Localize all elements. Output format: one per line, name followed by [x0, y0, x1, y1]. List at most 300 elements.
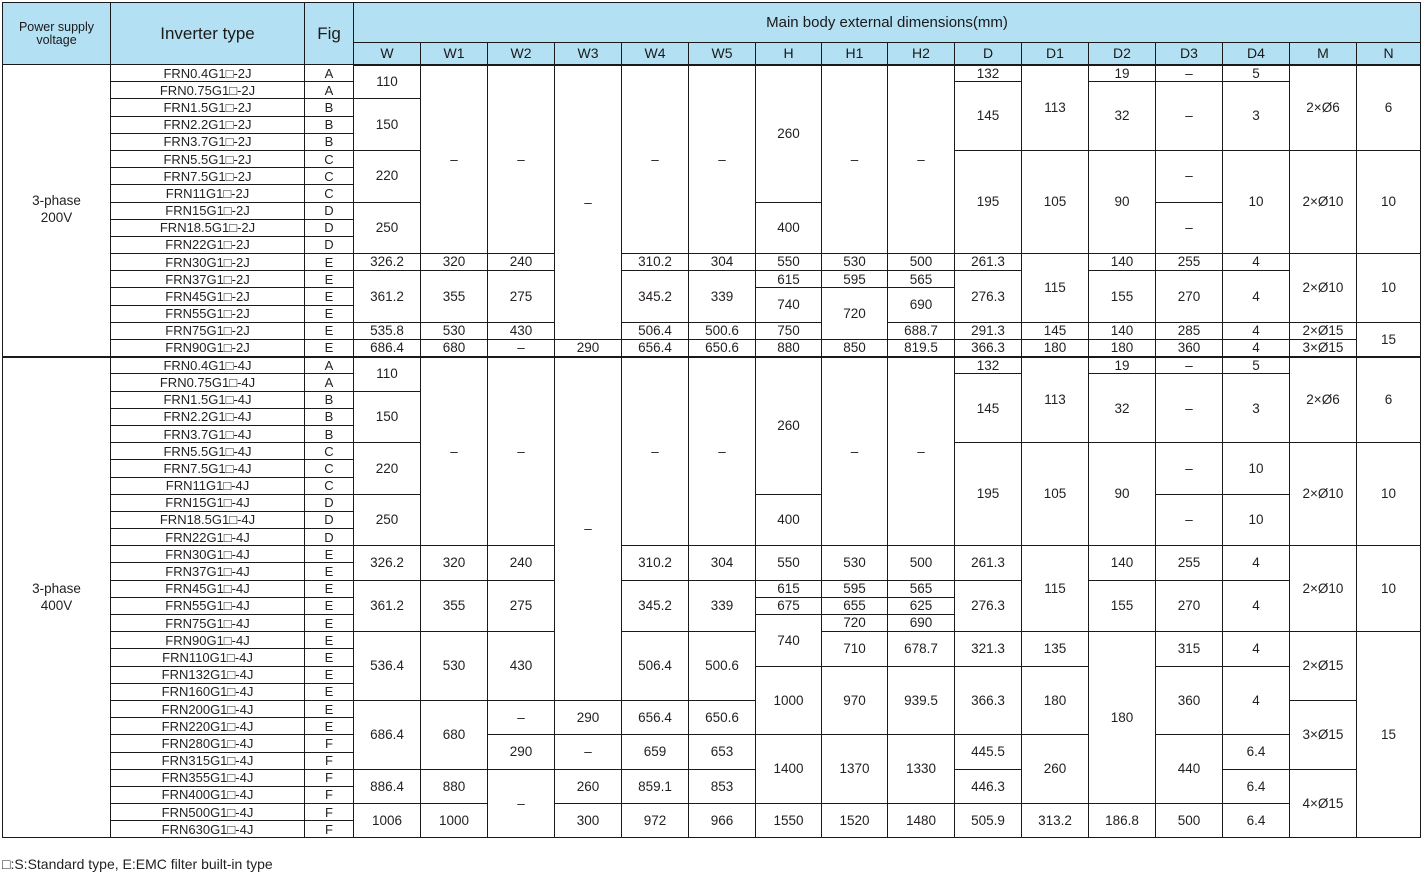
dimension-cell-m: 2×Ø15 — [1290, 322, 1357, 339]
inverter-model-cell: FRN0.4G1□-4J — [111, 357, 305, 374]
fig-cell: C — [305, 443, 354, 460]
dimension-cell-m: 4×Ø15 — [1290, 769, 1357, 838]
fig-cell: C — [305, 185, 354, 202]
dimension-cell-h: 260 — [756, 65, 822, 203]
power-supply-voltage-cell: 3-phase 400V — [3, 357, 111, 838]
header-col-w4: W4 — [622, 43, 689, 65]
dimension-cell-h2: 625 — [888, 597, 955, 614]
fig-cell: E — [305, 546, 354, 563]
dimension-cell-w5: 304 — [689, 546, 756, 580]
dimension-cell-h2: 678.7 — [888, 632, 955, 666]
dimension-cell-d: 261.3 — [955, 546, 1022, 580]
dimension-cell-d3: – — [1156, 150, 1223, 202]
dimension-cell-d4: 10 — [1223, 150, 1290, 253]
dimension-cell-d4: 4 — [1223, 340, 1290, 357]
inverter-model-cell: FRN3.7G1□-2J — [111, 133, 305, 150]
inverter-model-cell: FRN5.5G1□-2J — [111, 150, 305, 167]
inverter-model-cell: FRN30G1□-4J — [111, 546, 305, 563]
dimension-cell-w5: – — [689, 357, 756, 546]
dimension-cell-h: 675 — [756, 597, 822, 614]
dimension-cell-h1: 850 — [822, 340, 888, 357]
fig-cell: E — [305, 597, 354, 614]
header-col-d4: D4 — [1223, 43, 1290, 65]
dimension-cell-w1: 1000 — [421, 804, 488, 838]
dimension-cell-d3: 255 — [1156, 254, 1223, 271]
dimension-cell-d4: 4 — [1223, 580, 1290, 632]
inverter-model-cell: FRN315G1□-4J — [111, 752, 305, 769]
dimension-cell-w3: 260 — [555, 769, 622, 803]
dimension-cell-w5: 500.6 — [689, 322, 756, 339]
fig-cell: E — [305, 649, 354, 666]
dimension-cell-d1: 113 — [1022, 357, 1089, 443]
dimension-cell-w: 110 — [354, 65, 421, 99]
dimension-cell-w5: 500.6 — [689, 632, 756, 701]
dimension-cell-h2: – — [888, 65, 955, 254]
dimension-cell-h: 550 — [756, 254, 822, 271]
dimension-cell-d: 276.3 — [955, 271, 1022, 323]
dimension-cell-w1: – — [421, 65, 488, 254]
dimension-cell-h1: – — [822, 65, 888, 254]
table-row — [3, 254, 1421, 271]
fig-cell: E — [305, 271, 354, 288]
dimension-cell-h1: 970 — [822, 666, 888, 735]
inverter-model-cell: FRN30G1□-2J — [111, 254, 305, 271]
fig-cell: E — [305, 615, 354, 632]
dimension-cell-h: 615 — [756, 271, 822, 288]
fig-cell: F — [305, 735, 354, 752]
inverter-model-cell: FRN0.4G1□-2J — [111, 65, 305, 82]
dimension-cell-d4: 4 — [1223, 546, 1290, 580]
dimension-cell-h1: 595 — [822, 271, 888, 288]
header-row-1 — [3, 3, 1421, 43]
dimension-cell-w5: 653 — [689, 735, 756, 769]
fig-cell: F — [305, 786, 354, 803]
inverter-model-cell: FRN7.5G1□-4J — [111, 460, 305, 477]
dimension-cell-w5: 339 — [689, 271, 756, 323]
dimension-cell-w4: 506.4 — [622, 632, 689, 701]
dimension-cell-d2: 19 — [1089, 65, 1156, 82]
inverter-model-cell: FRN0.75G1□-2J — [111, 82, 305, 99]
inverter-model-cell: FRN18.5G1□-2J — [111, 219, 305, 236]
fig-cell: D — [305, 202, 354, 219]
fig-cell: C — [305, 477, 354, 494]
dimension-cell-d3: – — [1156, 374, 1223, 443]
fig-cell: A — [305, 65, 354, 82]
dimension-cell-h2: 690 — [888, 615, 955, 632]
dimension-cell-h2: 690 — [888, 288, 955, 322]
header-col-w3: W3 — [555, 43, 622, 65]
fig-cell: C — [305, 460, 354, 477]
dimension-cell-w5: 304 — [689, 254, 756, 271]
header-col-n: N — [1357, 43, 1421, 65]
dimension-cell-w4: 659 — [622, 735, 689, 769]
dimension-cell-d3: 270 — [1156, 580, 1223, 632]
dimension-cell-d: 291.3 — [955, 322, 1022, 339]
dimension-cell-d4: 4 — [1223, 666, 1290, 735]
dimension-cell-w: 220 — [354, 150, 421, 202]
fig-cell: A — [305, 82, 354, 99]
dimension-cell-w4: – — [622, 357, 689, 546]
dimension-cell-w5: 966 — [689, 804, 756, 838]
dimension-cell-w2: – — [488, 769, 555, 838]
dimension-cell-d4: 3 — [1223, 374, 1290, 443]
dimension-cell-m: 2×Ø6 — [1290, 65, 1357, 151]
dimension-cell-h1: 720 — [822, 615, 888, 632]
dimension-cell-d4: 10 — [1223, 443, 1290, 495]
header-col-d1: D1 — [1022, 43, 1089, 65]
dimension-cell-d: 132 — [955, 65, 1022, 82]
dimension-cell-w: 361.2 — [354, 580, 421, 632]
dimension-cell-w1: 880 — [421, 769, 488, 803]
dimension-cell-d1: 115 — [1022, 254, 1089, 323]
header-col-m: M — [1290, 43, 1357, 65]
dimension-cell-w: 1006 — [354, 804, 421, 838]
dimension-cell-w2: 430 — [488, 322, 555, 339]
dimension-cell-d4: 4 — [1223, 322, 1290, 339]
inverter-model-cell: FRN2.2G1□-4J — [111, 408, 305, 425]
dimension-cell-d: 445.5 — [955, 735, 1022, 769]
inverter-model-cell: FRN160G1□-4J — [111, 683, 305, 700]
dimension-cell-d4: 6.4 — [1223, 735, 1290, 769]
dimension-cell-d: 366.3 — [955, 340, 1022, 357]
dimension-cell-n: 10 — [1357, 443, 1421, 546]
dimension-cell-w1: 355 — [421, 580, 488, 632]
dimension-cell-w4: 310.2 — [622, 254, 689, 271]
dimension-cell-m: 3×Ø15 — [1290, 700, 1357, 769]
dimension-cell-w1: 680 — [421, 340, 488, 357]
dimension-cell-d: 446.3 — [955, 769, 1022, 803]
dimension-cell-w5: 650.6 — [689, 700, 756, 734]
dimension-cell-n: 10 — [1357, 546, 1421, 632]
table-row — [3, 735, 1421, 752]
dimension-cell-d3: – — [1156, 494, 1223, 546]
dimension-cell-d3: 360 — [1156, 340, 1223, 357]
inverter-model-cell: FRN630G1□-4J — [111, 821, 305, 838]
dimension-cell-d2: 19 — [1089, 357, 1156, 374]
dimension-cell-h2: 565 — [888, 271, 955, 288]
dimension-cell-w: 250 — [354, 202, 421, 254]
dimension-cell-w4: 345.2 — [622, 580, 689, 632]
fig-cell: F — [305, 752, 354, 769]
fig-cell: D — [305, 236, 354, 253]
table-row — [3, 271, 1421, 288]
inverter-model-cell: FRN18.5G1□-4J — [111, 511, 305, 528]
dimension-cell-d3: 360 — [1156, 666, 1223, 735]
dimension-cell-w: 686.4 — [354, 700, 421, 769]
power-supply-voltage-cell: 3-phase 200V — [3, 65, 111, 357]
dimension-cell-d3: – — [1156, 357, 1223, 374]
dimension-cell-w3: 290 — [555, 340, 622, 357]
dimension-cell-w2: 240 — [488, 254, 555, 271]
dimension-cell-d: 195 — [955, 443, 1022, 546]
fig-cell: D — [305, 511, 354, 528]
dimension-cell-n: 15 — [1357, 322, 1421, 356]
dimension-cell-d3: – — [1156, 65, 1223, 82]
inverter-model-cell: FRN22G1□-4J — [111, 529, 305, 546]
dimension-cell-n: 10 — [1357, 150, 1421, 253]
dimension-cell-h2: 565 — [888, 580, 955, 597]
table-row — [3, 357, 1421, 374]
inverter-model-cell: FRN3.7G1□-4J — [111, 425, 305, 442]
dimension-cell-h1: 530 — [822, 546, 888, 580]
dimension-cell-w3: 290 — [555, 700, 622, 734]
dimension-cell-n: 6 — [1357, 357, 1421, 443]
fig-cell: E — [305, 322, 354, 339]
dimension-cell-d2: 140 — [1089, 254, 1156, 271]
dimension-cell-h: 615 — [756, 580, 822, 597]
fig-cell: D — [305, 494, 354, 511]
dimension-cell-h2: 939.5 — [888, 666, 955, 735]
dimension-cell-d2: 90 — [1089, 150, 1156, 253]
dimension-cell-w4: 859.1 — [622, 769, 689, 803]
dimension-cell-w: 220 — [354, 443, 421, 495]
dimension-cell-d1: 105 — [1022, 443, 1089, 546]
inverter-model-cell: FRN11G1□-4J — [111, 477, 305, 494]
fig-cell: A — [305, 374, 354, 391]
inverter-model-cell: FRN55G1□-2J — [111, 305, 305, 322]
dimension-cell-d1: 313.2 — [1022, 804, 1089, 838]
fig-cell: E — [305, 340, 354, 357]
fig-cell: E — [305, 563, 354, 580]
inverter-model-cell: FRN200G1□-4J — [111, 700, 305, 717]
dimension-cell-m: 3×Ø15 — [1290, 340, 1357, 357]
dimension-cell-h1: 655 — [822, 597, 888, 614]
dimension-cell-d2: 186.8 — [1089, 804, 1156, 838]
dimension-cell-w1: 320 — [421, 254, 488, 271]
dimension-cell-d3: 440 — [1156, 735, 1223, 804]
dimension-cell-h: 400 — [756, 202, 822, 254]
dimension-cell-w: 886.4 — [354, 769, 421, 803]
dimension-cell-d2: 32 — [1089, 82, 1156, 151]
dimension-cell-d: 276.3 — [955, 580, 1022, 632]
dimension-cell-w3: – — [555, 65, 622, 340]
fig-cell: B — [305, 425, 354, 442]
dimension-cell-d4: 4 — [1223, 254, 1290, 271]
dimension-cell-d: 505.9 — [955, 804, 1022, 838]
header-col-w1: W1 — [421, 43, 488, 65]
dimension-cell-d4: 6.4 — [1223, 769, 1290, 803]
inverter-model-cell: FRN132G1□-4J — [111, 666, 305, 683]
dimension-cell-d4: 3 — [1223, 82, 1290, 151]
fig-cell: E — [305, 254, 354, 271]
dimension-cell-w4: 345.2 — [622, 271, 689, 323]
dimension-cell-d4: 4 — [1223, 271, 1290, 323]
dimension-cell-w: 250 — [354, 494, 421, 546]
fig-cell: D — [305, 529, 354, 546]
fig-cell: E — [305, 700, 354, 717]
inverter-model-cell: FRN1.5G1□-2J — [111, 99, 305, 116]
dimension-cell-h: 1400 — [756, 735, 822, 804]
dimension-cell-n: 6 — [1357, 65, 1421, 151]
dimension-cell-d1: 180 — [1022, 666, 1089, 735]
inverter-model-cell: FRN75G1□-2J — [111, 322, 305, 339]
dimension-cell-m: 2×Ø10 — [1290, 254, 1357, 323]
dimension-cell-w4: 656.4 — [622, 340, 689, 357]
footnote: □:S:Standard type, E:EMC filter built-in type — [2, 856, 273, 872]
dimension-cell-d4: 5 — [1223, 65, 1290, 82]
fig-cell: F — [305, 804, 354, 821]
dimension-cell-w4: 310.2 — [622, 546, 689, 580]
dimension-cell-h2: 500 — [888, 546, 955, 580]
dimension-cell-n: 15 — [1357, 632, 1421, 838]
dimension-cell-w2: 275 — [488, 580, 555, 632]
dimension-cell-d: 321.3 — [955, 632, 1022, 666]
dimension-cell-w5: 650.6 — [689, 340, 756, 357]
inverter-model-cell: FRN90G1□-4J — [111, 632, 305, 649]
dimension-cell-w4: 972 — [622, 804, 689, 838]
dimension-cell-m: 2×Ø10 — [1290, 150, 1357, 253]
inverter-model-cell: FRN45G1□-2J — [111, 288, 305, 305]
dimension-cell-w4: – — [622, 65, 689, 254]
table-row — [3, 65, 1421, 82]
dimension-cell-h: 260 — [756, 357, 822, 495]
header-main-body-dimensions: Main body external dimensions(mm) — [354, 3, 1421, 43]
inverter-model-cell: FRN110G1□-4J — [111, 649, 305, 666]
dimension-cell-h2: 500 — [888, 254, 955, 271]
dimension-cell-d3: 270 — [1156, 271, 1223, 323]
dimension-cell-w1: 530 — [421, 632, 488, 701]
fig-cell: B — [305, 116, 354, 133]
fig-cell: E — [305, 305, 354, 322]
fig-cell: E — [305, 580, 354, 597]
dimension-cell-d2: 32 — [1089, 374, 1156, 443]
dimension-cell-h2: 819.5 — [888, 340, 955, 357]
dimension-cell-h1: 595 — [822, 580, 888, 597]
dimension-cell-h2: – — [888, 357, 955, 546]
dimension-cell-h1: 1520 — [822, 804, 888, 838]
dimension-cell-d2: 155 — [1089, 271, 1156, 323]
inverter-model-cell: FRN355G1□-4J — [111, 769, 305, 786]
dimension-cell-m: 2×Ø15 — [1290, 632, 1357, 701]
header-col-d2: D2 — [1089, 43, 1156, 65]
dimension-cell-w5: 853 — [689, 769, 756, 803]
dimension-cell-d: 145 — [955, 82, 1022, 151]
dimension-cell-w2: 275 — [488, 271, 555, 323]
dimension-cell-w2: – — [488, 340, 555, 357]
dimension-cell-h: 740 — [756, 615, 822, 667]
dimension-cell-w2: 240 — [488, 546, 555, 580]
dimension-cell-d: 261.3 — [955, 254, 1022, 271]
fig-cell: B — [305, 133, 354, 150]
dimension-cell-w: 150 — [354, 391, 421, 443]
dimension-cell-h: 740 — [756, 288, 822, 322]
inverter-model-cell: FRN280G1□-4J — [111, 735, 305, 752]
dimension-cell-d1: 260 — [1022, 735, 1089, 804]
dimension-cell-w1: 355 — [421, 271, 488, 323]
dimension-cell-m: 2×Ø10 — [1290, 443, 1357, 546]
dimension-cell-d2: 140 — [1089, 322, 1156, 339]
dimension-cell-d1: 180 — [1022, 340, 1089, 357]
dimension-cell-n: 10 — [1357, 254, 1421, 323]
dimension-cell-w3: 300 — [555, 804, 622, 838]
dimension-cell-d4: 5 — [1223, 357, 1290, 374]
fig-cell: D — [305, 219, 354, 236]
header-fig: Fig — [305, 3, 354, 65]
fig-cell: B — [305, 391, 354, 408]
dimension-cell-h2: 1480 — [888, 804, 955, 838]
table-row — [3, 340, 1421, 357]
header-col-w: W — [354, 43, 421, 65]
dimension-cell-w1: 680 — [421, 700, 488, 769]
dimension-cell-d1: 115 — [1022, 546, 1089, 632]
fig-cell: E — [305, 288, 354, 305]
dimension-cell-d2: 140 — [1089, 546, 1156, 580]
dimension-cell-w3: – — [555, 735, 622, 769]
fig-cell: E — [305, 632, 354, 649]
dimension-cell-d3: 255 — [1156, 546, 1223, 580]
inverter-model-cell: FRN2.2G1□-2J — [111, 116, 305, 133]
table-row — [3, 632, 1421, 649]
header-power-supply-voltage: Power supply voltage — [3, 3, 111, 65]
dimension-cell-w: 150 — [354, 99, 421, 151]
dimension-cell-h1: 710 — [822, 632, 888, 666]
table-row — [3, 804, 1421, 821]
dimension-cell-h2: 1330 — [888, 735, 955, 804]
dimension-cell-h: 880 — [756, 340, 822, 357]
fig-cell: F — [305, 821, 354, 838]
dimension-cell-w4: 656.4 — [622, 700, 689, 734]
dimension-cell-w: 326.2 — [354, 546, 421, 580]
header-col-h1: H1 — [822, 43, 888, 65]
dimension-cell-h2: 688.7 — [888, 322, 955, 339]
dimension-cell-d2: 155 — [1089, 580, 1156, 632]
dimension-cell-w: 535.8 — [354, 322, 421, 339]
inverter-model-cell: FRN400G1□-4J — [111, 786, 305, 803]
dimension-cell-h: 400 — [756, 494, 822, 546]
dimension-cell-d2: 90 — [1089, 443, 1156, 546]
dimension-cell-d2: 180 — [1089, 340, 1156, 357]
dimension-cell-m: 2×Ø10 — [1290, 546, 1357, 632]
header-col-d: D — [955, 43, 1022, 65]
dimension-cell-w2: 430 — [488, 632, 555, 701]
fig-cell: A — [305, 357, 354, 374]
inverter-model-cell: FRN15G1□-2J — [111, 202, 305, 219]
inverter-model-cell: FRN37G1□-2J — [111, 271, 305, 288]
inverter-model-cell: FRN1.5G1□-4J — [111, 391, 305, 408]
table-row — [3, 322, 1421, 339]
dimension-cell-w2: – — [488, 65, 555, 254]
dimension-cell-w2: – — [488, 357, 555, 546]
dimension-cell-d3: 285 — [1156, 322, 1223, 339]
dimension-cell-w: 110 — [354, 357, 421, 391]
dimension-cell-d3: – — [1156, 82, 1223, 151]
inverter-model-cell: FRN55G1□-4J — [111, 597, 305, 614]
inverter-model-cell: FRN5.5G1□-4J — [111, 443, 305, 460]
fig-cell: C — [305, 168, 354, 185]
dimension-cell-d3: 315 — [1156, 632, 1223, 666]
dimension-cell-w5: 339 — [689, 580, 756, 632]
dimension-cell-w2: 290 — [488, 735, 555, 769]
inverter-model-cell: FRN500G1□-4J — [111, 804, 305, 821]
dimension-cell-w4: 506.4 — [622, 322, 689, 339]
dimension-cell-d3: – — [1156, 443, 1223, 495]
inverter-model-cell: FRN22G1□-2J — [111, 236, 305, 253]
dimensions-table — [2, 2, 1421, 838]
header-col-h: H — [756, 43, 822, 65]
dimension-cell-h: 1000 — [756, 666, 822, 735]
dimension-cell-h: 550 — [756, 546, 822, 580]
header-inverter-type: Inverter type — [111, 3, 305, 65]
dimension-cell-w: 326.2 — [354, 254, 421, 271]
dimension-cell-w: 686.4 — [354, 340, 421, 357]
inverter-model-cell: FRN15G1□-4J — [111, 494, 305, 511]
inverter-model-cell: FRN90G1□-2J — [111, 340, 305, 357]
fig-cell: B — [305, 408, 354, 425]
dimension-cell-d: 145 — [955, 374, 1022, 443]
dimension-cell-h1: 530 — [822, 254, 888, 271]
fig-cell: C — [305, 150, 354, 167]
dimension-cell-w3: – — [555, 357, 622, 701]
